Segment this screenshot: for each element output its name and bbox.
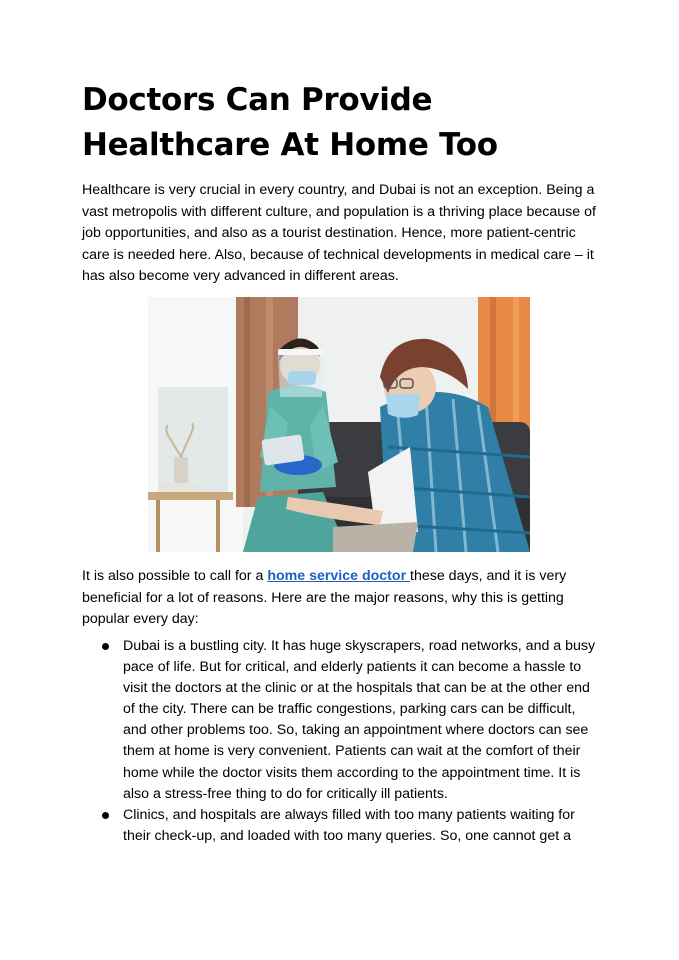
bullet-icon [102,812,109,819]
list-item-text: Dubai is a bustling city. It has huge skyscrapers, road networks, and a busy pace of life. But for critical, and elderly patients it can become a hassle to visit the doctors at the clinic or at the hospitals that can be at the other end of the city. There can be traffic congestions, parking cars can be difficult, and other problems too. So, taking an appointment where doctors can see them at home is very convenient. Patients can wait at the comfort of their home while the doctor visits them according to the appointment time. It is also a stress-free thing to do for critically ill patients. [123,638,596,802]
intro-paragraph: Healthcare is very crucial in every country, and Dubai is not an exception. Being a vast metropolis with different culture, and population is a thriving place because of job opportunities, and also as a tourist destination. Hence, more patient-centric care is needed here. Also, because of technical developments in medical care – it has also become very advanced in different areas. [82,182,596,284]
list-item-text: Clinics, and hospitals are always filled with too many patients waiting for their check-up, and loaded with too many queries. So, one cannot get a [123,806,575,844]
home-service-doctor-link[interactable]: home service doctor [267,568,411,584]
reasons-list [82,636,602,847]
para2-lead-text: It is also possible to call for a [82,568,268,584]
para2-trail-text: these days, and it is very beneficial for a lot of reasons. Here are the major reasons, why this is getting popular every day: [82,568,567,627]
list-item [82,636,602,805]
bullet-icon [102,643,109,650]
page-title: Doctors Can Provide Healthcare At Home Too [82,82,498,163]
reasons-intro-paragraph [82,566,602,631]
list-item [82,805,602,847]
article-photo [148,297,530,552]
